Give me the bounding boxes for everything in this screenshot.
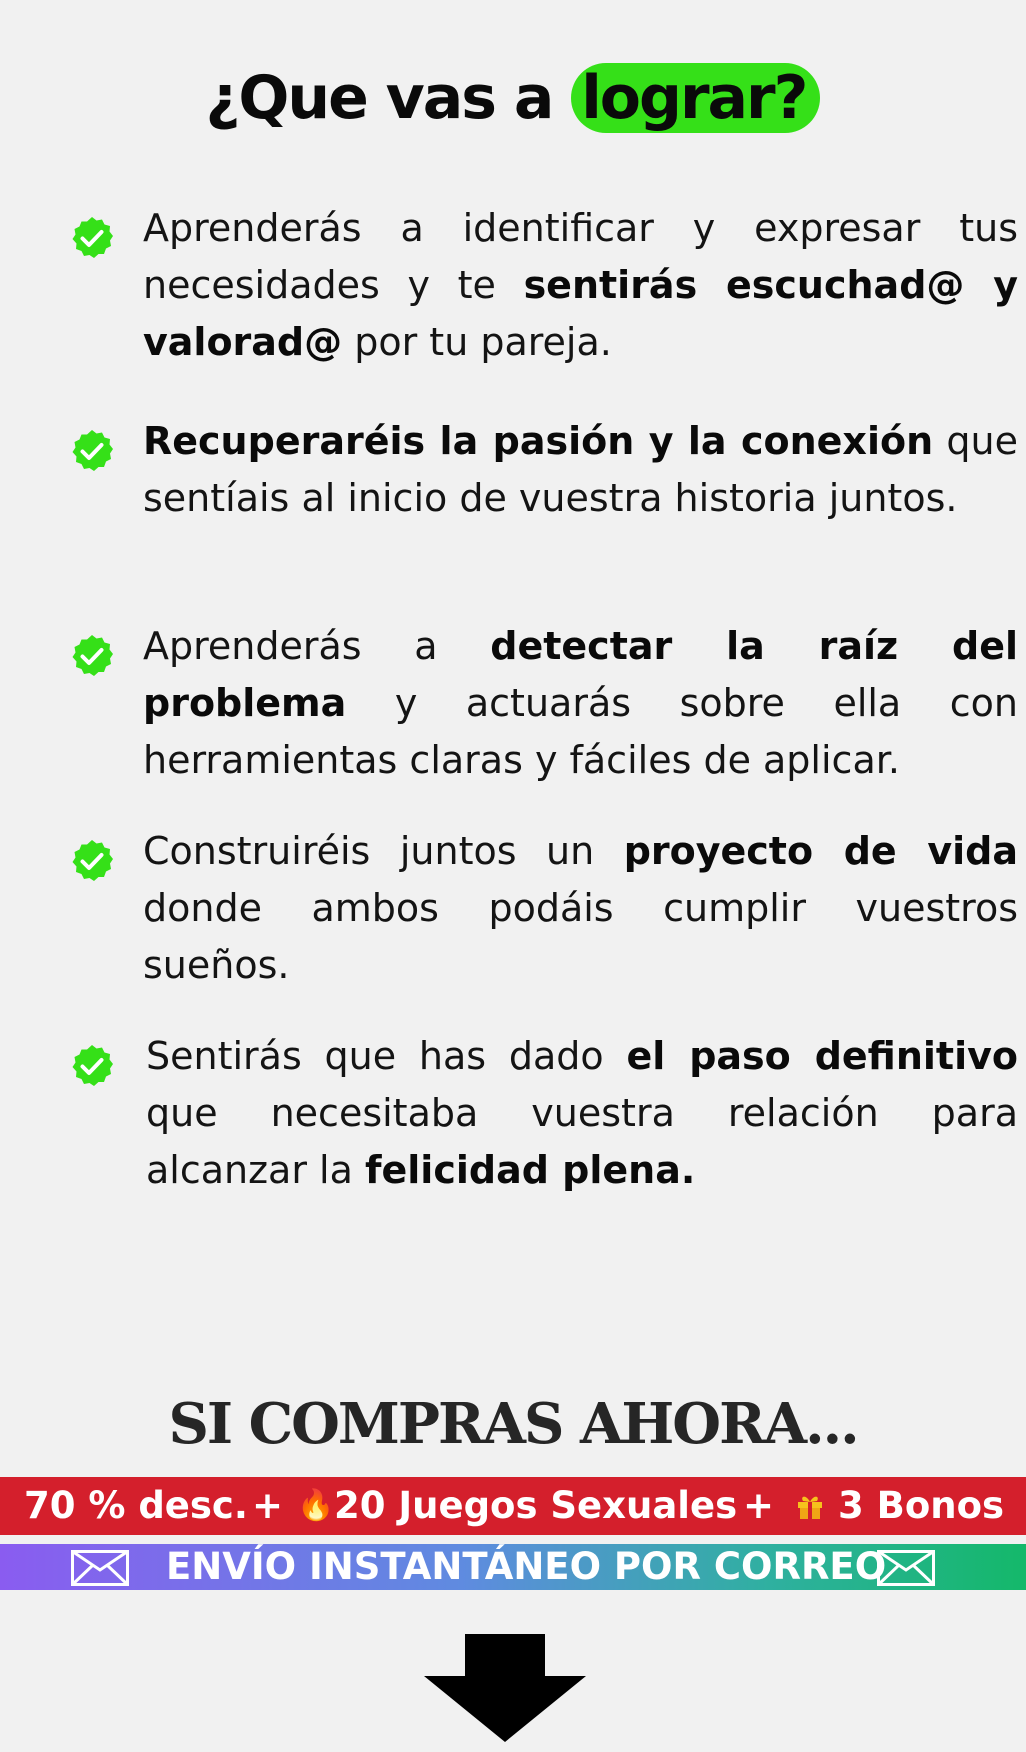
delivery-banner [0,1544,1026,1590]
games-label: 20 Juegos Sexuales [334,1484,738,1527]
check-badge-icon [70,634,114,678]
envelope-icon [877,1550,935,1586]
benefit-text: Aprenderás a detectar la raíz del problema y actuarás sobre ella con herramientas claras y fáciles de aplicar. [143,624,1018,782]
plus-sign: + [252,1484,284,1527]
delivery-label: ENVÍO INSTANTÁNEO POR CORREO [166,1545,887,1588]
plus-sign: + [743,1484,775,1527]
title-highlight: lograr? [571,63,820,133]
check-badge-icon [70,1044,114,1088]
check-badge-icon [70,216,114,260]
benefit-text: Recuperaréis la pasión y la conexión que sentíais al inicio de vuestra historia juntos. [143,419,1018,520]
cta-heading: SI COMPRAS AHORA... [168,1391,858,1457]
fire-icon: 🔥 [297,1488,335,1523]
section-title [0,56,1026,140]
benefit-text: Construiréis juntos un proyecto de vida donde ambos podáis cumplir vuestros sueños. [143,829,1018,987]
gift-icon [796,1477,824,1535]
envelope-icon [71,1550,129,1586]
benefit-text: Sentirás que has dado el paso definitivo que necesitaba vuestra relación para alcanzar la felicidad plena. [146,1034,1018,1192]
arrow-down-icon [424,1634,586,1742]
discount-label: 70 % desc. [24,1484,248,1527]
check-badge-icon [70,839,114,883]
title-prefix: ¿Que vas a [205,63,553,133]
benefit-text: Aprenderás a identificar y expresar tus necesidades y te sentirás escuchad@ y valorad@ por tu pareja. [143,206,1018,364]
bonuses-label: 3 Bonos [838,1484,1005,1527]
offer-banner [0,1477,1026,1535]
check-badge-icon [70,429,114,473]
